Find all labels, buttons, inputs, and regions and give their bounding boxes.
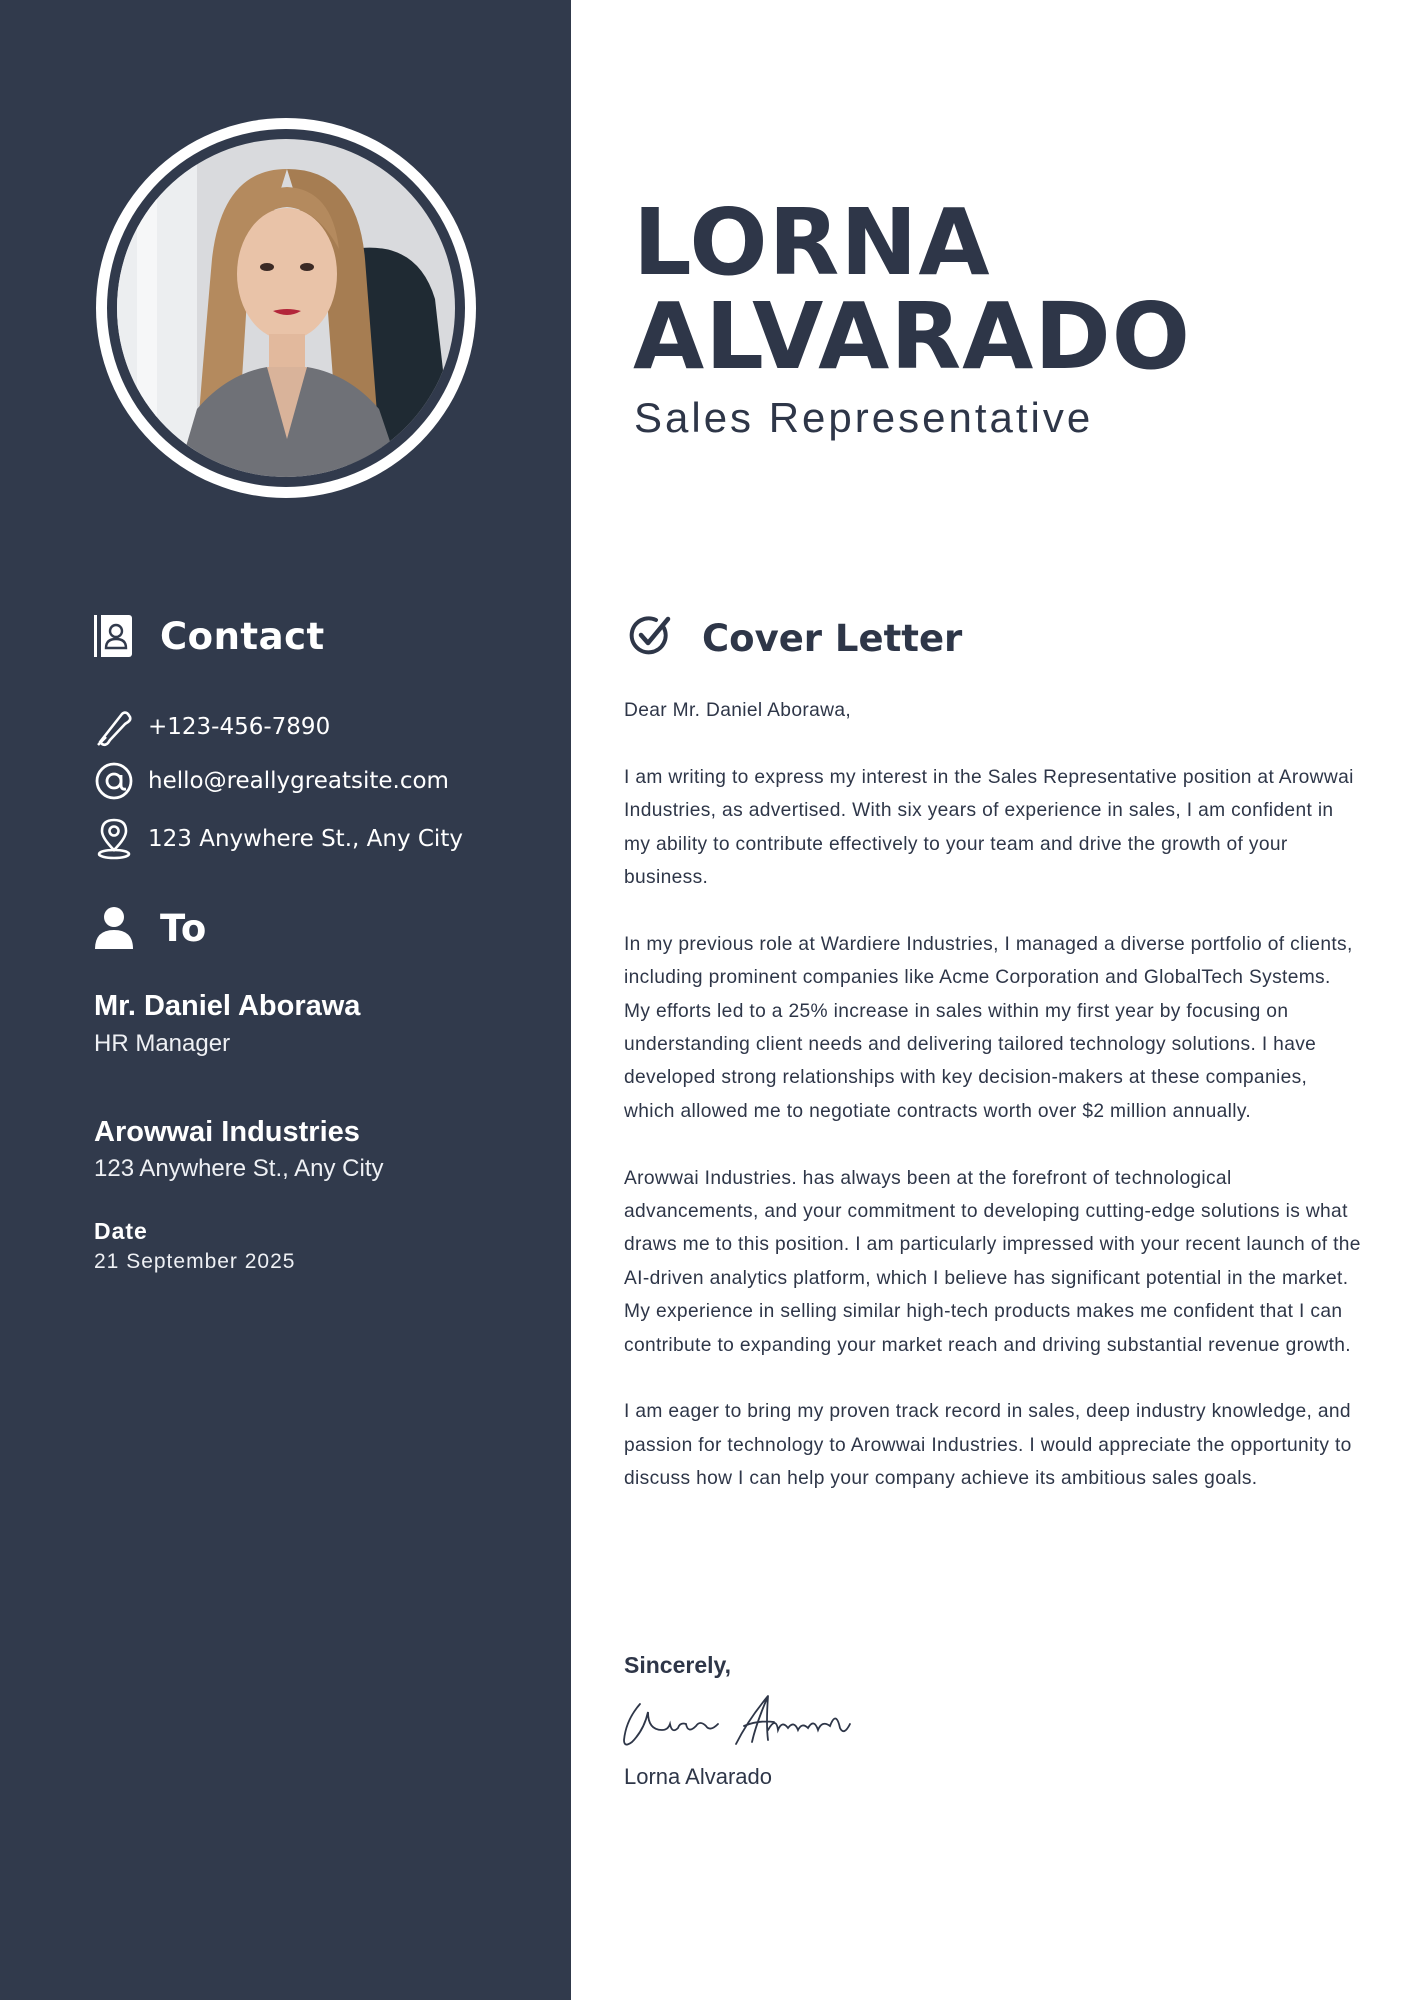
recipient-address: 123 Anywhere St., Any City — [94, 1155, 384, 1182]
contact-address — [94, 818, 463, 860]
at-sign-icon — [94, 760, 134, 802]
signer-name: Lorna Alvarado — [624, 1764, 772, 1789]
location-pin-icon — [94, 818, 134, 860]
to-title: To — [160, 906, 207, 950]
contact-email — [94, 760, 449, 802]
profile-photo-frame — [96, 118, 476, 498]
paragraph: I am eager to bring my proven track record in sales, deep industry knowledge, and passion for technology to Arowwai Industries. I would appreciate the opportunity to discuss how I can help your company achieve its ambitious sales goals. — [624, 1401, 1352, 1490]
cover-letter-title: Cover Letter — [702, 617, 963, 660]
paragraph: I am writing to express my interest in the Sales Representative position at Arowwai Industries, as advertised. With six years of experience in sales, I am confident in my ability to contribute effectively to your team and drive the growth of your business. — [624, 766, 1354, 889]
check-circle-icon — [628, 614, 672, 663]
recipient-title: HR Manager — [94, 1030, 231, 1057]
recipient-name: Mr. Daniel Aborawa — [94, 990, 361, 1022]
profile-photo-border — [107, 129, 465, 487]
closing: Sincerely, — [624, 1652, 731, 1678]
to-heading — [94, 906, 207, 950]
date-label: Date — [94, 1218, 148, 1244]
job-role: Sales Representative — [634, 394, 1094, 441]
phone-text: +123-456-7890 — [148, 714, 331, 740]
paragraph: In my previous role at Wardiere Industries, I managed a diverse portfolio of clients, including prominent companies like Acme Corporation and GlobalTech Systems. My efforts led to a 25% increase in sales within my first year by focusing on understanding client needs and delivering tailored technology solutions. I have developed strong relationships with key decision-makers at these companies, which allowed me to negotiate contracts worth over $2 million annually. — [624, 933, 1353, 1122]
cover-letter-heading — [628, 614, 962, 663]
salutation: Dear Mr. Daniel Aborawa, — [624, 700, 852, 721]
contact-book-icon — [94, 614, 134, 658]
person-icon — [94, 906, 134, 950]
profile-photo — [117, 139, 455, 477]
letter-body — [624, 694, 1362, 1529]
email-text: hello@reallygreatsite.com — [148, 768, 449, 794]
contact-heading — [94, 614, 325, 658]
last-name: ALVARADO — [633, 283, 1191, 390]
phone-icon — [94, 706, 134, 748]
contact-title: Contact — [160, 614, 325, 658]
date-value: 21 September 2025 — [94, 1250, 296, 1273]
paragraph: Arowwai Industries. has always been at the forefront of technological advancements, and your commitment to developing cutting-edge solutions is what draws me to this position. I am particularly impressed with your recent launch of the AI-driven analytics platform, which I believe has significant potential in the market. My experience in selling similar high-tech products makes me confident that I can contribute to expanding your market reach and driving substantial revenue growth. — [624, 1167, 1361, 1356]
signature — [618, 1690, 858, 1759]
contact-phone — [94, 706, 330, 748]
address-text: 123 Anywhere St., Any City — [148, 826, 463, 852]
full-name — [633, 189, 1191, 390]
recipient-company: Arowwai Industries — [94, 1116, 360, 1148]
sidebar — [0, 0, 571, 2000]
first-name: LORNA — [633, 189, 991, 296]
